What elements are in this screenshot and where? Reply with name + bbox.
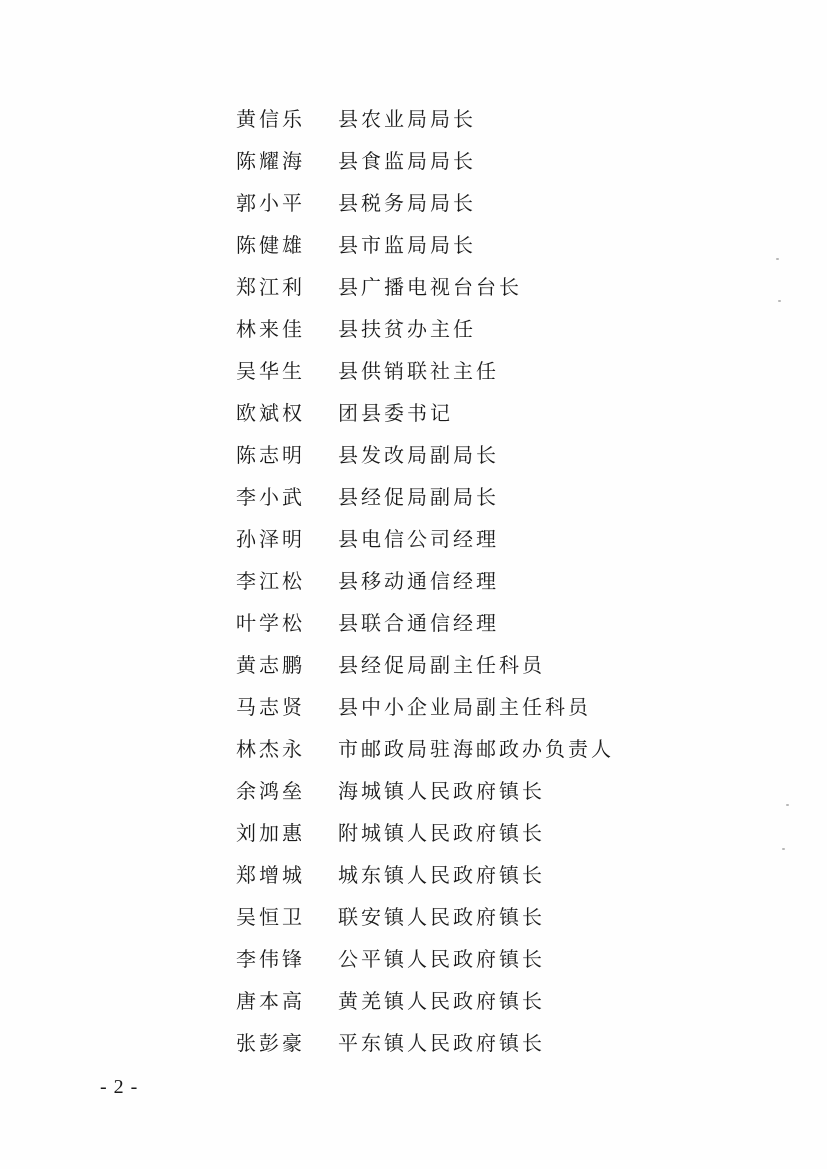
person-name: 郑江利 — [236, 274, 305, 299]
person-title: 附城镇人民政府镇长 — [338, 820, 545, 845]
person-title: 县农业局局长 — [338, 106, 476, 131]
scan-speck — [776, 258, 779, 260]
list-item — [236, 96, 656, 138]
list-item — [236, 684, 656, 726]
person-title: 联安镇人民政府镇长 — [338, 904, 545, 929]
person-name: 唐本高 — [236, 988, 305, 1013]
person-title: 县市监局局长 — [338, 232, 476, 257]
list-item — [236, 600, 656, 642]
list-item — [236, 180, 656, 222]
person-name: 郭小平 — [236, 190, 305, 215]
list-item — [236, 474, 656, 516]
list-item — [236, 978, 656, 1020]
person-title: 市邮政局驻海邮政办负责人 — [338, 736, 614, 761]
person-title: 黄羌镇人民政府镇长 — [338, 988, 545, 1013]
person-name: 李小武 — [236, 484, 305, 509]
list-item — [236, 810, 656, 852]
scan-speck — [782, 848, 785, 850]
person-name: 黄志鹏 — [236, 652, 305, 677]
person-name: 林来佳 — [236, 316, 305, 341]
list-item — [236, 516, 656, 558]
person-title: 城东镇人民政府镇长 — [338, 862, 545, 887]
person-name: 吴恒卫 — [236, 904, 305, 929]
person-name: 林杰永 — [236, 736, 305, 761]
list-item — [236, 936, 656, 978]
person-name: 张彭豪 — [236, 1030, 305, 1055]
person-title: 县扶贫办主任 — [338, 316, 476, 341]
person-title: 平东镇人民政府镇长 — [338, 1030, 545, 1055]
list-item — [236, 768, 656, 810]
list-item — [236, 558, 656, 600]
person-title: 县经促局副主任科员 — [338, 652, 545, 677]
list-item — [236, 306, 656, 348]
list-item — [236, 264, 656, 306]
person-title: 县移动通信经理 — [338, 568, 499, 593]
person-title: 县广播电视台台长 — [338, 274, 522, 299]
person-name: 余鸿垒 — [236, 778, 305, 803]
person-title: 县税务局局长 — [338, 190, 476, 215]
scan-speck — [778, 300, 781, 302]
person-title: 县电信公司经理 — [338, 526, 499, 551]
person-title: 县食监局局长 — [338, 148, 476, 173]
person-title: 团县委书记 — [338, 400, 453, 425]
scan-speck — [786, 804, 789, 806]
person-name: 吴华生 — [236, 358, 305, 383]
list-item — [236, 726, 656, 768]
person-title: 公平镇人民政府镇长 — [338, 946, 545, 971]
list-item — [236, 432, 656, 474]
person-name: 黄信乐 — [236, 106, 305, 131]
list-item — [236, 1020, 656, 1062]
list-item — [236, 894, 656, 936]
person-name: 叶学松 — [236, 610, 305, 635]
person-title: 海城镇人民政府镇长 — [338, 778, 545, 803]
person-name: 欧斌权 — [236, 400, 305, 425]
person-name: 李伟锋 — [236, 946, 305, 971]
list-item — [236, 222, 656, 264]
person-title: 县联合通信经理 — [338, 610, 499, 635]
person-name: 郑增城 — [236, 862, 305, 887]
person-name: 刘加惠 — [236, 820, 305, 845]
person-name: 李江松 — [236, 568, 305, 593]
person-name: 陈健雄 — [236, 232, 305, 257]
person-title: 县中小企业局副主任科员 — [338, 694, 591, 719]
list-item — [236, 852, 656, 894]
person-name: 孙泽明 — [236, 526, 305, 551]
list-item — [236, 642, 656, 684]
list-item — [236, 138, 656, 180]
person-title: 县经促局副局长 — [338, 484, 499, 509]
person-title: 县供销联社主任 — [338, 358, 499, 383]
person-name: 陈耀海 — [236, 148, 305, 173]
person-name: 陈志明 — [236, 442, 305, 467]
list-item — [236, 348, 656, 390]
page-number: - 2 - — [100, 1076, 139, 1098]
list-item — [236, 390, 656, 432]
person-title: 县发改局副局长 — [338, 442, 499, 467]
person-name: 马志贤 — [236, 694, 305, 719]
personnel-list — [236, 96, 656, 1062]
